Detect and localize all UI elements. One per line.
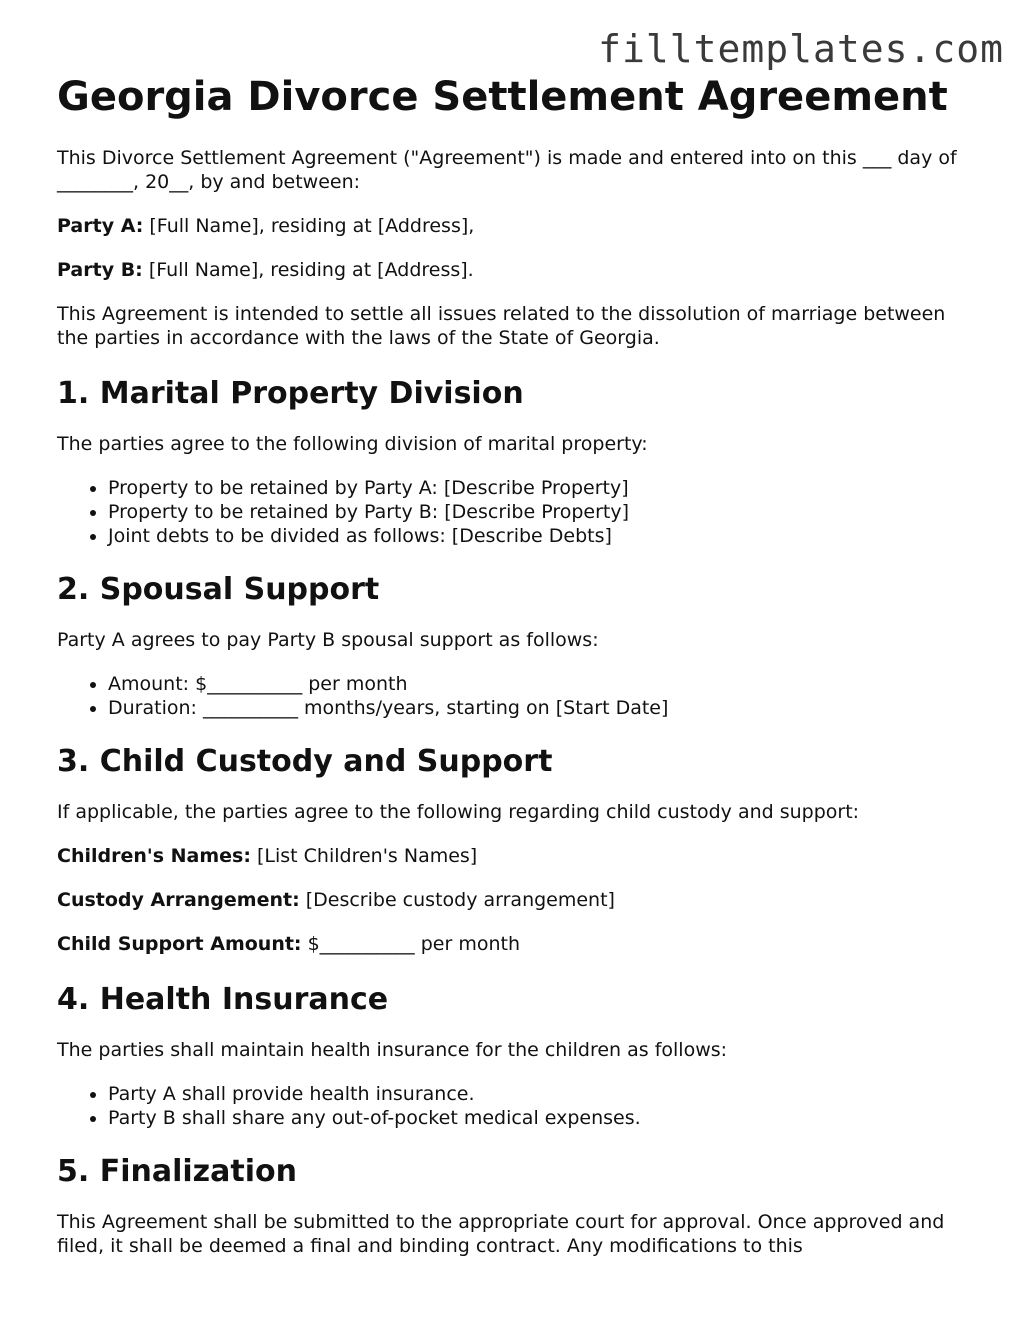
party-a-text: [Full Name], residing at [Address],	[143, 215, 475, 237]
party-b-label: Party B:	[57, 259, 143, 281]
section-2-heading: 2. Spousal Support	[57, 572, 380, 607]
list-item: • Party B shall share any out-of-pocket medical expenses.	[108, 1106, 977, 1130]
child-support-text: $__________ per month	[301, 933, 520, 955]
list-item: • Duration: __________ months/years, starting on [Start Date]	[108, 696, 977, 720]
child-support-label: Child Support Amount:	[57, 933, 302, 955]
list-item: • Property to be retained by Party B: [Describe Property]	[108, 500, 977, 524]
list-item: • Property to be retained by Party A: [Describe Property]	[108, 476, 977, 500]
children-names-line	[57, 844, 977, 868]
section-1-lead: The parties agree to the following division of marital property:	[57, 433, 648, 455]
section-3-heading: 3. Child Custody and Support	[57, 744, 553, 779]
party-a-line	[57, 214, 977, 238]
document-page	[57, 72, 977, 1278]
section-1-heading: 1. Marital Property Division	[57, 376, 524, 411]
party-a-label: Party A:	[57, 215, 144, 237]
intro-paragraph: This Divorce Settlement Agreement ("Agreement") is made and entered into on this ___ day of ________, 20__, by and between:	[57, 147, 957, 193]
section-4-lead: The parties shall maintain health insurance for the children as follows:	[57, 1039, 728, 1061]
list-item: • Party A shall provide health insurance.	[108, 1082, 977, 1106]
children-names-text: [List Children's Names]	[250, 845, 478, 867]
document-title: Georgia Divorce Settlement Agreement	[57, 74, 948, 120]
party-b-text: [Full Name], residing at [Address].	[142, 259, 474, 281]
section-4-heading: 4. Health Insurance	[57, 982, 389, 1017]
section-2-list	[57, 672, 977, 720]
section-5-heading: 5. Finalization	[57, 1154, 297, 1189]
watermark-logo: filltemplates.com	[598, 27, 1004, 71]
purpose-paragraph: This Agreement is intended to settle all issues related to the dissolution of marriage between the parties in accordance with the laws of the State of Georgia.	[57, 303, 946, 349]
section-3-lead: If applicable, the parties agree to the following regarding child custody and support:	[57, 801, 860, 823]
party-b-line	[57, 258, 977, 282]
section-1-list	[57, 476, 977, 548]
section-5-text: This Agreement shall be submitted to the appropriate court for approval. Once approved and filed, it shall be deemed a final and binding contract. Any modifications to this	[57, 1211, 945, 1257]
children-names-label: Children's Names:	[57, 845, 251, 867]
section-4-list	[57, 1082, 977, 1130]
custody-arrangement-label: Custody Arrangement:	[57, 889, 300, 911]
list-item: • Amount: $__________ per month	[108, 672, 977, 696]
child-support-line	[57, 932, 977, 956]
custody-arrangement-line	[57, 888, 977, 912]
list-item: • Joint debts to be divided as follows: [Describe Debts]	[108, 524, 977, 548]
section-2-lead: Party A agrees to pay Party B spousal support as follows:	[57, 629, 599, 651]
custody-arrangement-text: [Describe custody arrangement]	[299, 889, 615, 911]
